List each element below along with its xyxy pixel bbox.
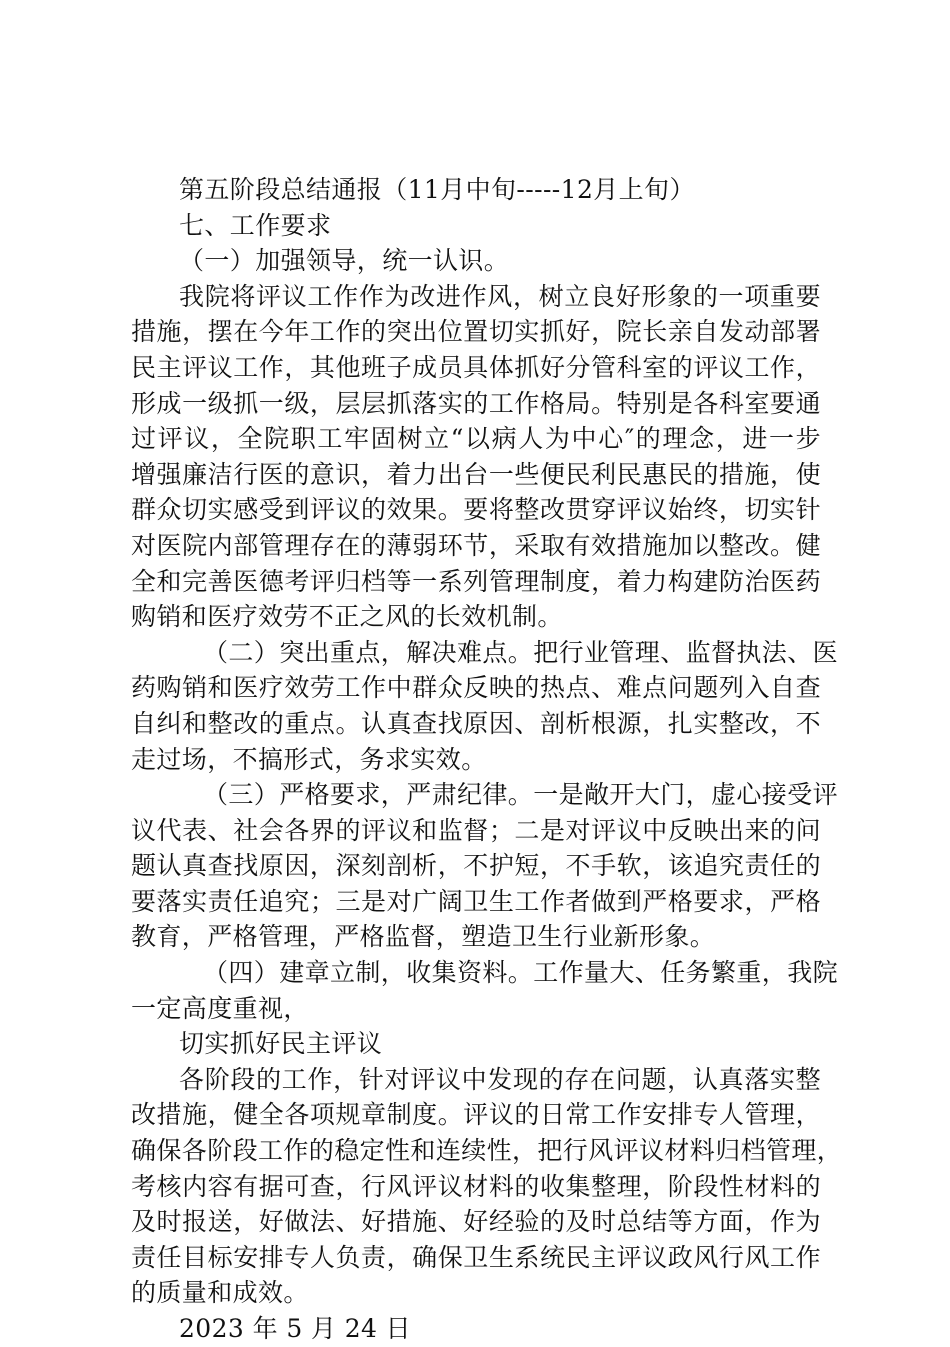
text-line: 对医院内部管理存在的薄弱环节，采取有效措施加以整改。健 <box>131 530 821 560</box>
text-line: 教育，严格管理，严格监督，塑造卫生行业新形象。 <box>131 922 716 952</box>
text-line: 第五阶段总结通报（11月中旬-----12月上旬） <box>179 175 695 204</box>
text-line: （二）突出重点，解决难点。把行业管理、监督执法、医 <box>203 637 839 667</box>
text-line: 切实抓好民主评议 <box>179 1029 383 1059</box>
text-line: （四）建章立制，收集资料。工作量大、任务繁重，我院 <box>203 958 839 988</box>
text-line: 走过场，不搞形式，务求实效。 <box>131 744 487 774</box>
text-line: 群众切实感受到评议的效果。要将整改贯穿评议始终，切实针 <box>131 495 821 525</box>
text-line: 措施，摆在今年工作的突出位置切实抓好，院长亲自发动部署 <box>131 317 821 347</box>
text-line: 过评议，全院职工牢固树立“以病人为中心″的理念，进一步 <box>131 424 821 454</box>
text-line: 的质量和成效。 <box>131 1278 309 1308</box>
document-body <box>131 172 843 1347</box>
text-line: 要落实责任追究；三是对广阔卫生工作者做到严格要求，严格 <box>131 886 821 916</box>
text-line: 确保各阶段工作的稳定性和连续性，把行风评议材料归档管理， <box>131 1136 843 1166</box>
text-line: 药购销和医疗效劳工作中群众反映的热点、难点问题列入自查 <box>131 673 821 703</box>
text-line: （三）严格要求，严肃纪律。一是敞开大门，虚心接受评 <box>203 780 839 810</box>
text-line: 题认真查找原因，深刻剖析，不护短，不手软，该追究责任的 <box>131 851 821 881</box>
text-line: 我院将评议工作作为改进作风，树立良好形象的一项重要 <box>179 281 821 311</box>
text-line: 各阶段的工作，针对评议中发现的存在问题，认真落实整 <box>179 1064 821 1094</box>
text-line: 形成一级抓一级，层层抓落实的工作格局。特别是各科室要通 <box>131 388 821 418</box>
text-line: 民主评议工作，其他班子成员具体抓好分管科室的评议工作， <box>131 352 821 382</box>
text-line: 自纠和整改的重点。认真查找原因、剖析根源，扎实整改，不 <box>131 708 821 738</box>
text-line: （一）加强领导，统一认识。 <box>179 246 510 276</box>
text-line: 一定高度重视， <box>131 993 309 1023</box>
text-line: 议代表、社会各界的评议和监督；二是对评议中反映出来的问 <box>131 815 821 845</box>
text-line: 责任目标安排专人负责，确保卫生系统民主评议政风行风工作 <box>131 1242 821 1272</box>
text-line: 及时报送，好做法、好措施、好经验的及时总结等方面，作为 <box>131 1207 821 1237</box>
text-line: 七、工作要求 <box>179 210 332 240</box>
text-line: 改措施，健全各项规章制度。评议的日常工作安排专人管理， <box>131 1100 821 1130</box>
text-line: 增强廉洁行医的意识，着力出台一些便民利民惠民的措施，使 <box>131 459 821 489</box>
text-line: 考核内容有据可查，行风评议材料的收集整理，阶段性材料的 <box>131 1171 821 1201</box>
text-line: 购销和医疗效劳不正之风的长效机制。 <box>131 602 563 632</box>
text-line: 全和完善医德考评归档等一系列管理制度，着力构建防治医药 <box>131 566 821 596</box>
document-date: 2023 年 5 月 24 日 <box>179 1314 412 1343</box>
